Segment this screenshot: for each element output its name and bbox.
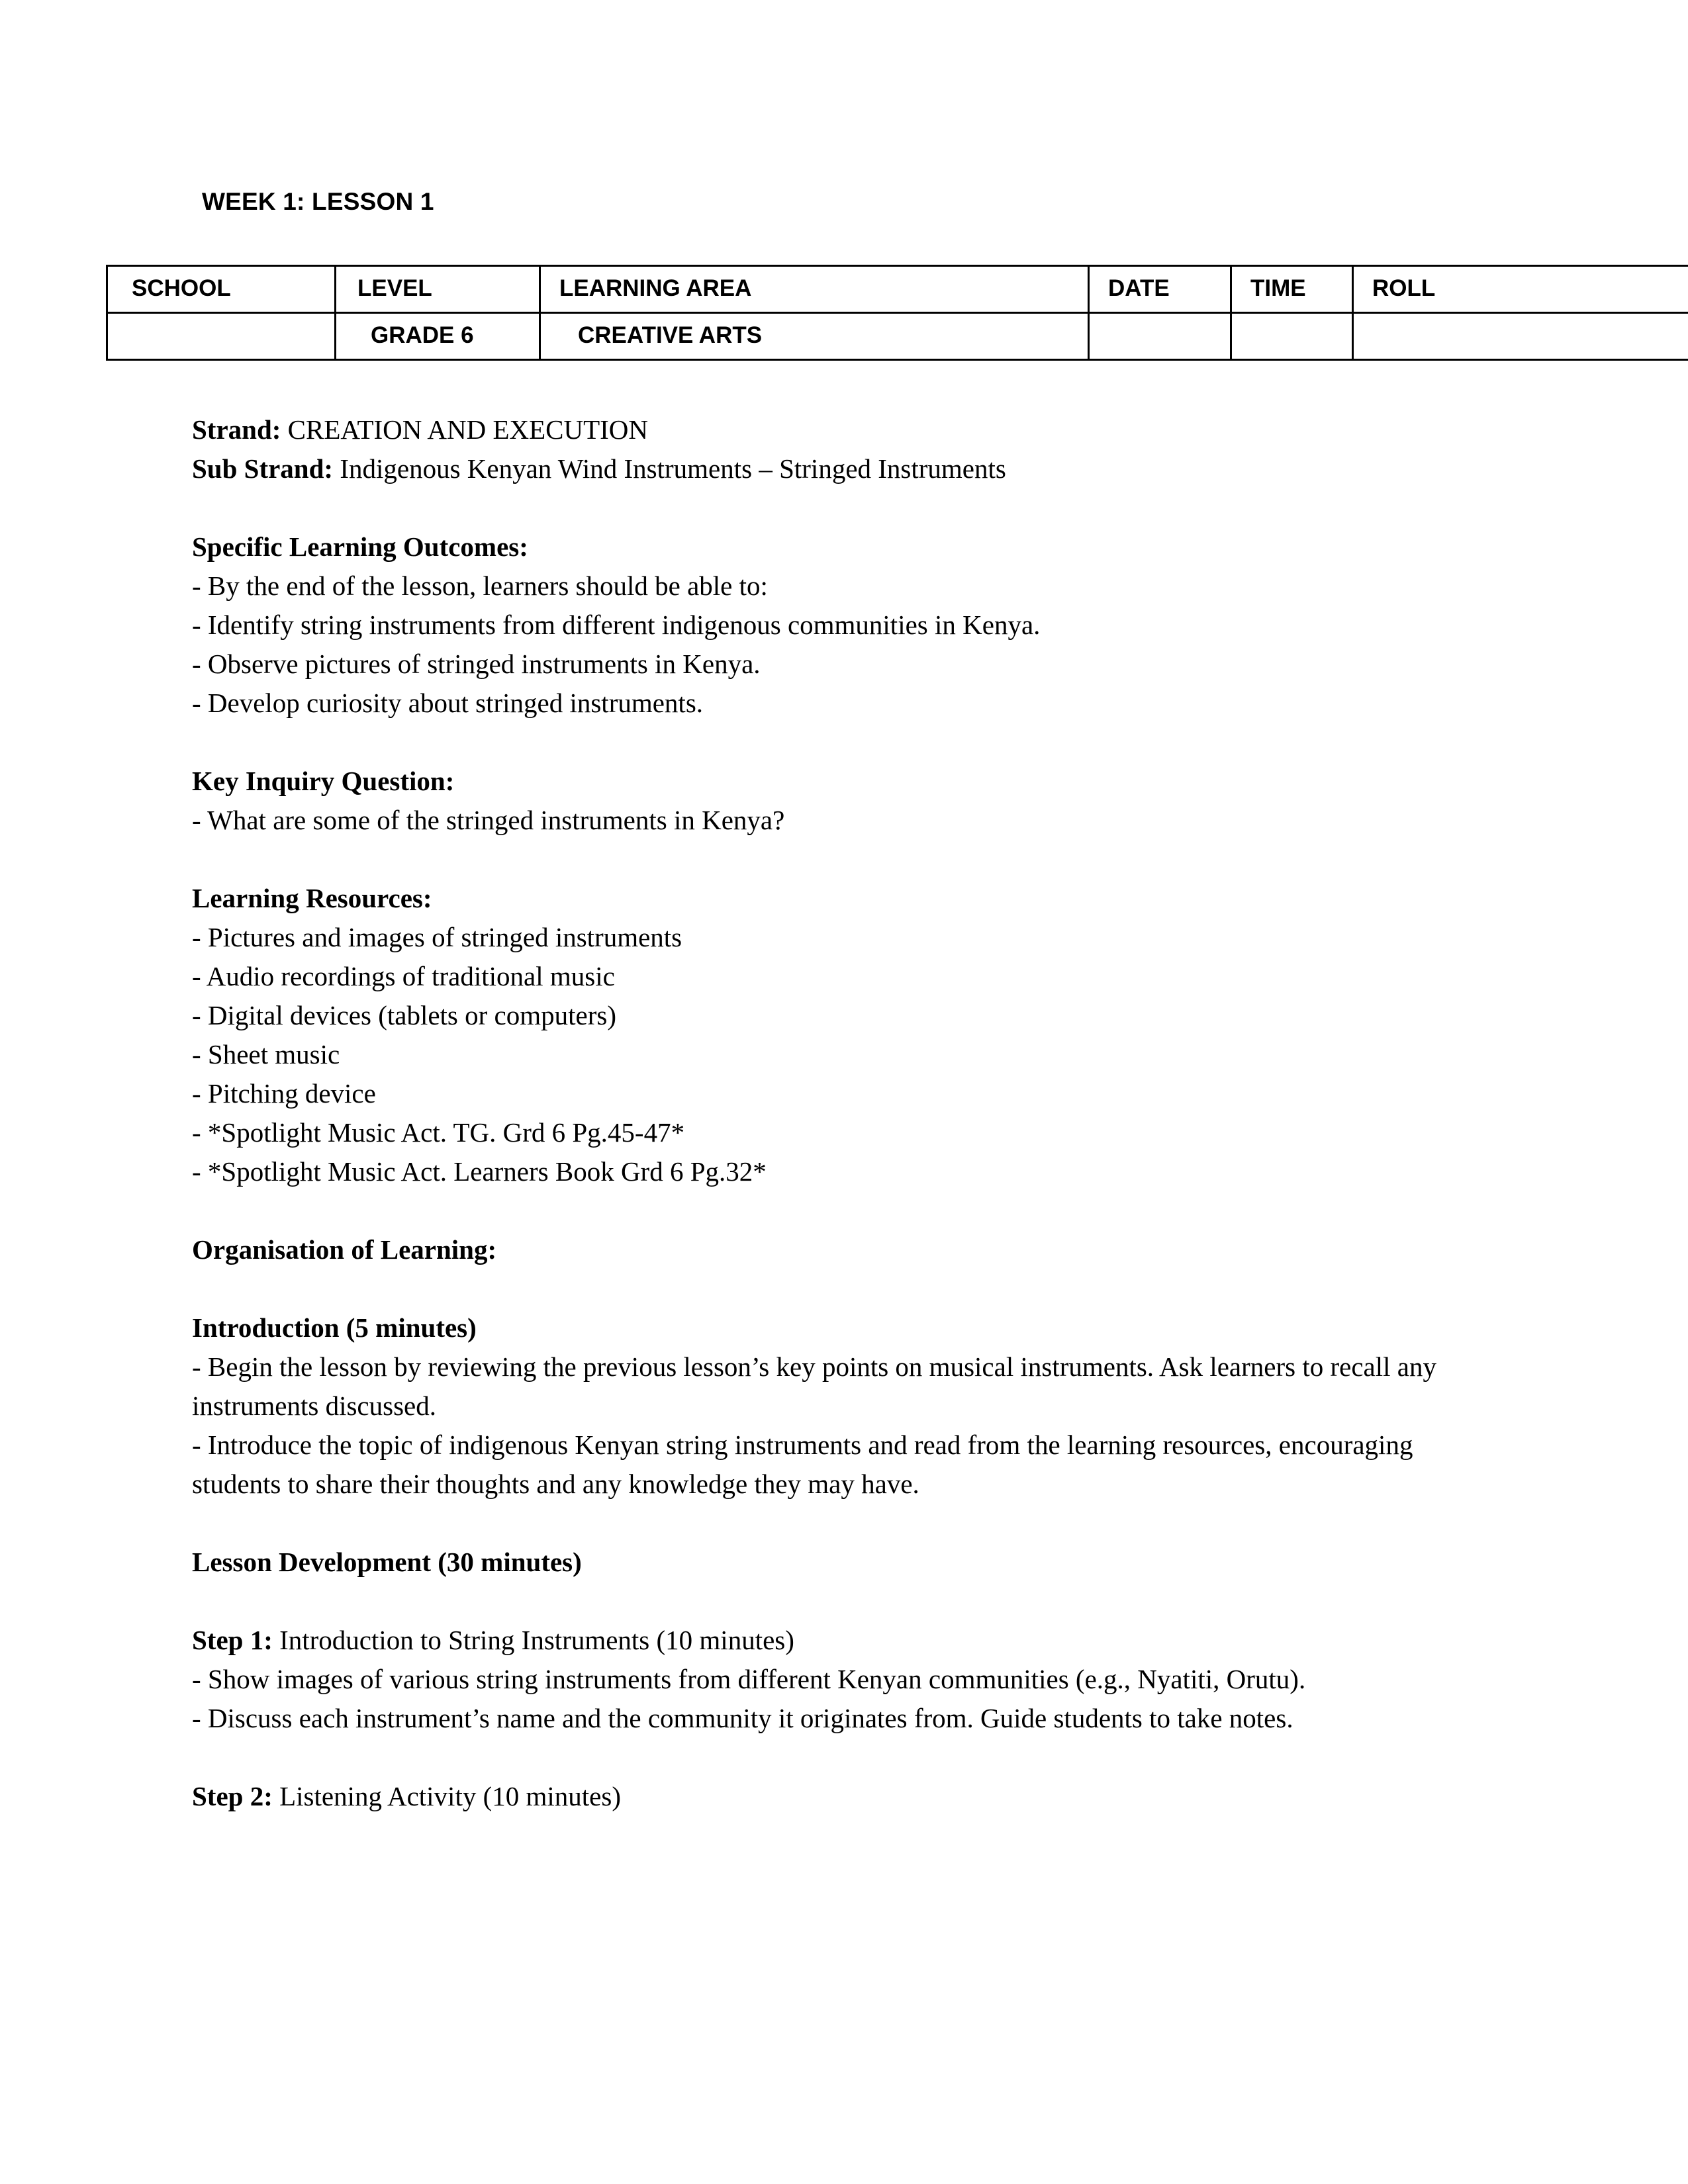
resource-item: - *Spotlight Music Act. TG. Grd 6 Pg.45-47* bbox=[192, 1117, 685, 1148]
column-header-learning-area: LEARNING AREA bbox=[540, 266, 1089, 313]
resource-item: - *Spotlight Music Act. Learners Book Grd 6 Pg.32* bbox=[192, 1156, 767, 1187]
table-header-row bbox=[107, 266, 1688, 313]
outcome-item: - Identify string instruments from different indigenous communities in Kenya. bbox=[192, 610, 1041, 640]
cell-time-value[interactable] bbox=[1231, 313, 1353, 360]
column-header-time: TIME bbox=[1231, 266, 1353, 313]
cell-date-value[interactable] bbox=[1089, 313, 1231, 360]
outcome-item: - Observe pictures of stringed instruments in Kenya. bbox=[192, 649, 761, 679]
key-inquiry-question-heading: Key Inquiry Question: bbox=[192, 766, 455, 796]
spacer bbox=[192, 1738, 1456, 1777]
introduction-bullet: - Introduce the topic of indigenous Kenyan string instruments and read from the learning resources, encouraging students to share their thoughts and any knowledge they may have. bbox=[192, 1430, 1413, 1499]
organisation-of-learning-heading: Organisation of Learning: bbox=[192, 1234, 497, 1265]
step-1-label: Step 1: bbox=[192, 1625, 273, 1655]
resource-item: - Sheet music bbox=[192, 1039, 340, 1069]
cell-learning-area-value[interactable]: CREATIVE ARTS bbox=[540, 313, 1089, 360]
sub-strand-line bbox=[192, 449, 1456, 488]
step-1-bullet: - Show images of various string instruments from different Kenyan communities (e.g., Nyatiti, Orutu). bbox=[192, 1664, 1306, 1694]
strand-line bbox=[192, 410, 1456, 449]
column-header-roll: ROLL bbox=[1353, 266, 1688, 313]
week-lesson-heading: WEEK 1: LESSON 1 bbox=[202, 188, 434, 215]
cell-roll-value[interactable] bbox=[1353, 313, 1688, 360]
spacer bbox=[192, 1582, 1456, 1621]
spacer bbox=[192, 488, 1456, 527]
cell-level-value[interactable]: GRADE 6 bbox=[336, 313, 540, 360]
strand-value: CREATION AND EXECUTION bbox=[281, 414, 649, 445]
resource-item: - Pictures and images of stringed instruments bbox=[192, 922, 682, 952]
column-header-level: LEVEL bbox=[336, 266, 540, 313]
spacer bbox=[192, 840, 1456, 879]
strand-label: Strand: bbox=[192, 414, 281, 445]
resource-item: - Digital devices (tablets or computers) bbox=[192, 1000, 616, 1030]
resource-item: - Audio recordings of traditional music bbox=[192, 961, 615, 991]
step-1-bullet: - Discuss each instrument’s name and the community it originates from. Guide students to take notes. bbox=[192, 1703, 1293, 1733]
inquiry-item: - What are some of the stringed instruments in Kenya? bbox=[192, 805, 785, 835]
step-1-line bbox=[192, 1621, 1456, 1660]
sub-strand-label: Sub Strand: bbox=[192, 453, 334, 484]
outcome-item: - Develop curiosity about stringed instruments. bbox=[192, 688, 704, 718]
step-2-value: Listening Activity (10 minutes) bbox=[272, 1781, 621, 1811]
spacer bbox=[192, 1504, 1456, 1543]
column-header-school: SCHOOL bbox=[107, 266, 336, 313]
cell-school-value[interactable] bbox=[107, 313, 336, 360]
spacer bbox=[192, 1191, 1456, 1230]
lesson-development-heading: Lesson Development (30 minutes) bbox=[192, 1547, 582, 1577]
sub-strand-value: Indigenous Kenyan Wind Instruments – Stringed Instruments bbox=[333, 453, 1006, 484]
spacer bbox=[192, 1269, 1456, 1308]
introduction-bullet: - Begin the lesson by reviewing the previous lesson’s key points on musical instruments. Ask learners to recall any instruments discussed. bbox=[192, 1351, 1436, 1421]
column-header-date: DATE bbox=[1089, 266, 1231, 313]
spacer bbox=[192, 723, 1456, 762]
introduction-heading: Introduction (5 minutes) bbox=[192, 1312, 477, 1343]
learning-resources-heading: Learning Resources: bbox=[192, 883, 432, 913]
lesson-plan-body bbox=[192, 410, 1456, 1816]
specific-learning-outcomes-heading: Specific Learning Outcomes: bbox=[192, 531, 528, 562]
step-2-line bbox=[192, 1777, 1456, 1816]
table-row bbox=[107, 313, 1688, 360]
lesson-info-table bbox=[106, 265, 1688, 361]
step-1-value: Introduction to String Instruments (10 minutes) bbox=[272, 1625, 794, 1655]
resource-item: - Pitching device bbox=[192, 1078, 376, 1109]
outcome-item: - By the end of the lesson, learners should be able to: bbox=[192, 570, 768, 601]
step-2-label: Step 2: bbox=[192, 1781, 273, 1811]
